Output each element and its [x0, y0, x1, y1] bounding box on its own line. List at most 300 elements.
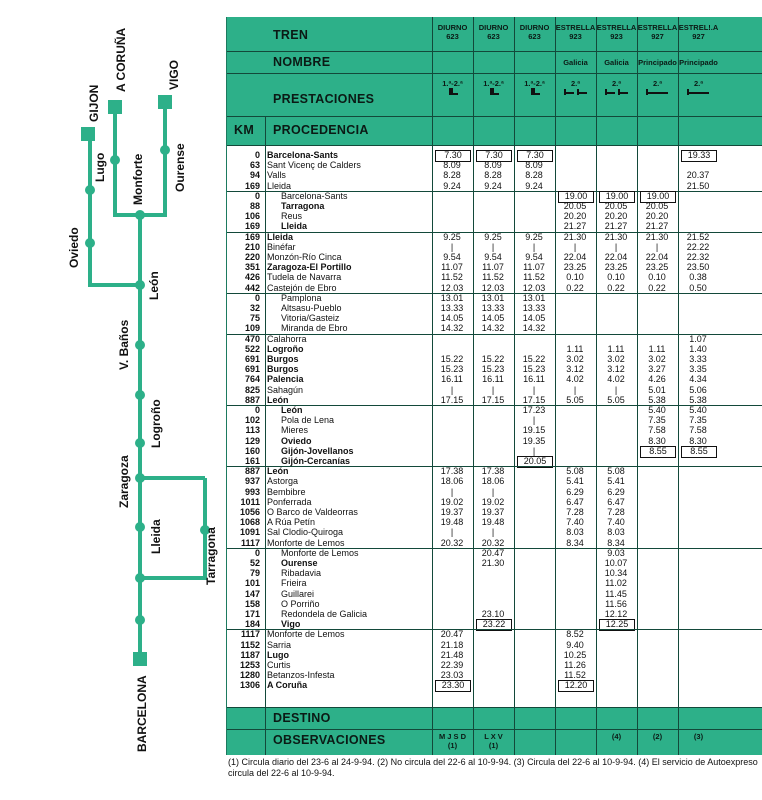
time-cell: 22.04: [604, 252, 628, 262]
time-cell: 0.10: [607, 272, 625, 283]
station-name: Astorga: [267, 476, 299, 487]
time-cell: 3.12: [607, 364, 625, 375]
train-type: DIURNO: [437, 23, 468, 32]
km-value: 0: [254, 292, 260, 303]
header-nombre: NOMBRE: [273, 55, 331, 69]
km-value: 169: [244, 231, 260, 242]
time-cell: 8.52: [566, 629, 584, 640]
observation-note: (1): [488, 740, 499, 750]
time-cell: |: [573, 384, 577, 395]
time-cell: 22.32: [686, 252, 710, 262]
time-cell: 5.08: [566, 466, 584, 477]
time-cell: 21.52: [686, 231, 710, 242]
train-header-5: [637, 24, 678, 41]
km-value: 442: [244, 282, 260, 293]
observation-days: (2): [652, 732, 663, 741]
train-type: DIURNO: [519, 23, 550, 32]
route-map: [0, 0, 225, 770]
train-number: 927: [692, 31, 705, 41]
km-value: 147: [244, 588, 260, 599]
time-cell: 5.41: [607, 476, 625, 487]
km-value: 426: [244, 272, 260, 283]
time-cell: 5.38: [689, 394, 707, 405]
km-value: 1280: [239, 670, 260, 681]
time-cell: 8.28: [525, 170, 543, 181]
km-value: 993: [244, 486, 260, 497]
station-name: León: [267, 466, 289, 477]
time-cell: 9.24: [525, 180, 543, 191]
station-name: Vitoria/Gasteiz: [281, 313, 340, 324]
seat-icon: [473, 88, 514, 98]
station-name: Ribadavia: [281, 568, 322, 579]
time-cell: 8.28: [443, 170, 461, 181]
header-observaciones: OBSERVACIONES: [273, 733, 386, 747]
time-cell: 5.08: [607, 466, 625, 477]
time-cell: 5.05: [607, 394, 625, 405]
time-cell: 13.33: [440, 303, 464, 313]
km-value: 169: [244, 180, 260, 191]
time-cell: 20.05: [517, 456, 553, 468]
time-cell: 20.05: [563, 201, 587, 211]
time-cell: |: [491, 241, 495, 252]
time-cell: 19.00: [599, 191, 635, 203]
time-cell: |: [450, 384, 454, 395]
time-cell: 14.32: [440, 323, 464, 334]
time-cell: 3.27: [648, 364, 666, 375]
km-value: 184: [244, 619, 260, 630]
map-label-ourense: Ourense: [173, 143, 187, 192]
terminus-coruna: [108, 100, 122, 114]
station-name: Lugo: [267, 649, 289, 660]
time-cell: 5.41: [566, 476, 584, 487]
station-name: Lleida: [267, 231, 294, 242]
time-cell: 15.23: [481, 364, 505, 375]
time-cell: 8.09: [525, 160, 543, 171]
time-cell: 23.22: [476, 619, 512, 631]
km-value: 470: [244, 333, 260, 344]
header-destino: DESTINO: [273, 711, 331, 725]
time-cell: 20.20: [645, 211, 669, 222]
time-cell: 12.20: [558, 680, 594, 692]
bed-icon: [637, 88, 678, 98]
station-name: Burgos: [267, 354, 299, 364]
time-cell: |: [573, 241, 577, 252]
train-name: Galicia: [563, 58, 588, 67]
time-cell: 8.34: [607, 537, 625, 548]
time-cell: 19.15: [522, 425, 546, 436]
station-name: Sant Vicenç de Calders: [267, 160, 361, 171]
time-cell: 11.02: [605, 578, 627, 589]
time-cell: 23.30: [435, 680, 471, 692]
time-cell: 22.04: [645, 252, 669, 262]
time-cell: 14.32: [522, 323, 546, 334]
time-cell: 0.50: [689, 282, 707, 293]
station-name: Redondela de Galicia: [281, 609, 368, 619]
time-cell: 9.40: [566, 639, 584, 650]
time-cell: 0.22: [607, 282, 625, 293]
time-cell: 1.40: [689, 343, 707, 354]
time-cell: 7.35: [648, 415, 666, 426]
time-cell: 10.07: [604, 558, 628, 568]
service-class: 1.ª-2.ª: [483, 79, 504, 88]
time-cell: 23.25: [563, 262, 587, 273]
station-name: Barcelona-Sants: [281, 190, 348, 201]
train-number: 927: [651, 31, 664, 41]
train-observation-1: [473, 733, 514, 750]
time-cell: 23.03: [440, 670, 464, 681]
train-observation-0: [432, 733, 473, 750]
km-value: 75: [249, 313, 260, 324]
time-cell: 7.28: [607, 507, 625, 517]
seat-icon: [432, 88, 473, 98]
station-name: Logroño: [267, 343, 304, 354]
time-cell: 14.05: [440, 313, 464, 324]
time-cell: 9.54: [525, 252, 543, 262]
time-cell: 9.24: [443, 180, 461, 191]
time-cell: 15.22: [481, 354, 505, 364]
time-cell: 19.48: [440, 517, 464, 528]
time-cell: 19.00: [640, 191, 676, 203]
km-value: 106: [244, 211, 260, 222]
km-value: 887: [244, 394, 260, 405]
station-name: Valls: [267, 170, 286, 181]
observation-note: (1): [447, 740, 458, 750]
time-cell: |: [491, 527, 495, 538]
km-value: 0: [254, 190, 260, 201]
train-header-1: [473, 24, 514, 41]
km-value: 88: [249, 201, 260, 211]
km-value: 160: [244, 445, 260, 456]
time-cell: 7.58: [648, 425, 666, 436]
station-name: Barcelona-Sants: [267, 150, 339, 160]
station-name: Monzón-Río Cinca: [267, 252, 342, 262]
time-cell: 21.30: [645, 231, 669, 242]
train-service-6: [678, 79, 719, 98]
time-cell: 9.03: [607, 547, 625, 558]
km-value: 94: [249, 170, 260, 181]
seat-icon: [514, 88, 555, 98]
station-name: Sarria: [267, 639, 292, 650]
time-cell: 8.30: [648, 435, 666, 446]
km-value: 1068: [239, 517, 260, 528]
time-cell: 19.02: [440, 496, 464, 507]
station-name: Lleida: [281, 221, 308, 232]
time-cell: 0.10: [566, 272, 584, 283]
train-number: 623: [487, 31, 500, 41]
time-cell: 21.30: [481, 558, 505, 568]
km-value: 887: [244, 466, 260, 477]
time-cell: 13.33: [481, 303, 505, 313]
map-label-logrono: Logroño: [149, 399, 163, 448]
km-value: 113: [245, 425, 260, 436]
km-value: 220: [244, 252, 260, 262]
time-cell: 11.52: [482, 272, 504, 283]
time-cell: 8.30: [689, 435, 707, 446]
time-cell: 11.52: [441, 272, 463, 283]
time-cell: 1.11: [566, 343, 584, 354]
time-cell: 9.25: [525, 231, 543, 242]
km-value: 129: [244, 435, 260, 446]
station-name: Lleida: [267, 180, 292, 191]
km-value: 0: [254, 405, 260, 415]
km-value: 32: [249, 303, 260, 313]
station-name: Guillarei: [281, 588, 315, 599]
time-cell: 7.28: [566, 507, 584, 517]
time-cell: 7.30: [435, 150, 471, 162]
time-cell: 6.47: [607, 496, 625, 507]
time-cell: 0.22: [648, 282, 666, 293]
time-cell: 20.47: [440, 629, 464, 640]
time-cell: 6.47: [566, 496, 584, 507]
map-label-banos: V. Baños: [117, 319, 131, 370]
time-cell: 11.45: [605, 588, 627, 599]
map-label-monforte: Monforte: [131, 153, 145, 205]
station-name: Castejón de Ebro: [267, 282, 337, 293]
map-label-tarragona: Tarragona: [204, 527, 218, 585]
time-cell: 8.28: [484, 170, 502, 181]
time-cell: 13.33: [522, 303, 546, 313]
time-cell: |: [614, 384, 618, 395]
train-service-1: [473, 79, 514, 98]
map-label-barcelona: BARCELONA: [135, 675, 149, 752]
time-cell: 17.23: [522, 405, 546, 415]
map-label-gijon: GIJON: [87, 84, 101, 122]
time-cell: 4.26: [648, 374, 666, 385]
train-type: DIURNO: [478, 23, 509, 32]
time-cell: 18.06: [440, 476, 464, 487]
time-cell: 11.07: [482, 262, 504, 273]
service-class: 2.ª: [693, 79, 704, 88]
train-name: Principado: [679, 58, 718, 67]
station-name: Mieres: [281, 425, 309, 436]
train-service-0: [432, 79, 473, 98]
time-cell: 7.30: [517, 150, 553, 162]
train-header-3: [555, 24, 596, 41]
km-value: 1187: [240, 649, 260, 660]
time-cell: 3.02: [566, 354, 584, 364]
train-observation-6: [678, 733, 719, 742]
map-label-zaragoza: Zaragoza: [117, 455, 131, 508]
time-cell: 8.55: [681, 446, 717, 458]
time-cell: 3.33: [689, 354, 707, 364]
time-cell: 8.03: [607, 527, 625, 538]
map-label-lugo: Lugo: [93, 152, 107, 182]
couchette-icon: [596, 88, 637, 98]
time-cell: 9.25: [443, 231, 461, 242]
time-cell: 20.20: [563, 211, 587, 222]
train-type: ESTREL!.A: [678, 23, 719, 32]
time-cell: 19.00: [558, 191, 594, 203]
km-value: 52: [249, 558, 260, 568]
time-cell: 22.22: [686, 241, 710, 252]
time-cell: |: [532, 415, 536, 426]
station-name: Ourense: [281, 558, 318, 568]
time-cell: 20.37: [686, 170, 710, 181]
km-value: 169: [244, 221, 260, 232]
time-cell: 1.11: [648, 343, 666, 354]
time-cell: |: [450, 527, 454, 538]
station-name: Calahorra: [267, 333, 307, 344]
time-cell: 21.50: [686, 180, 710, 191]
km-value: 79: [249, 568, 260, 579]
time-cell: |: [491, 384, 495, 395]
time-cell: 19.37: [440, 507, 464, 517]
time-cell: 1.11: [607, 343, 625, 354]
km-value: 171: [244, 609, 260, 619]
station-name: Pola de Lena: [281, 415, 335, 426]
station-name: Ponferrada: [267, 496, 312, 507]
time-cell: 15.23: [440, 364, 464, 375]
time-cell: 13.01: [481, 292, 505, 303]
station-name: Miranda de Ebro: [281, 323, 348, 334]
header-prestaciones: PRESTACIONES: [273, 92, 375, 106]
time-cell: 8.55: [640, 446, 676, 458]
time-cell: 12.25: [599, 619, 635, 631]
km-value: 0: [254, 150, 260, 160]
station-name: Tarragona: [281, 201, 325, 211]
time-cell: 6.29: [607, 486, 625, 497]
station-name: O Barco de Valdeorras: [267, 507, 358, 517]
timetable: [226, 17, 762, 755]
station-name: Sal Clodio-Quiroga: [267, 527, 344, 538]
time-cell: |: [532, 445, 536, 456]
station-name: Altsasu-Pueblo: [281, 303, 342, 313]
time-cell: 11.07: [523, 262, 545, 273]
train-name: Galicia: [604, 58, 629, 67]
time-cell: 9.24: [484, 180, 502, 191]
station-name: León: [267, 394, 289, 405]
time-cell: 15.22: [522, 354, 546, 364]
train-observation-5: [637, 733, 678, 742]
header-procedencia: PROCEDENCIA: [273, 123, 369, 137]
station-name: Frieira: [281, 578, 307, 589]
km-value: 0: [254, 547, 260, 558]
footnotes: (1) Circula diario del 23-6 al 24-9-94. (2) No circula del 22-6 al 10-9-94. (3) Circula del 22-6 al 10-9-94. (4) El servicio de Autoexpreso circula del 22-6 al 10-9-94.: [228, 757, 758, 778]
station-name: Monforte de Lemos: [281, 547, 359, 558]
station-name: Tudela de Navarra: [267, 272, 342, 283]
station-name: Monforte de Lemos: [267, 629, 345, 640]
station-name: Curtis: [267, 660, 291, 670]
train-type: ESTRELLA: [596, 23, 637, 32]
station-name: León: [281, 405, 303, 415]
time-cell: 4.02: [607, 374, 625, 385]
time-cell: 8.03: [566, 527, 584, 538]
time-cell: 17.15: [481, 394, 505, 405]
time-cell: 21.30: [563, 231, 587, 242]
time-cell: 20.32: [440, 537, 464, 548]
time-cell: 5.40: [648, 405, 666, 415]
km-value: 825: [244, 384, 260, 395]
time-cell: 20.20: [604, 211, 628, 222]
time-cell: 0.38: [689, 272, 707, 283]
observation-days: L X V: [484, 732, 503, 741]
time-cell: 21.48: [440, 649, 464, 660]
bed-icon: [678, 88, 719, 98]
train-header-6: [678, 24, 719, 41]
time-cell: 7.40: [607, 517, 625, 528]
station-name: Burgos: [267, 364, 299, 375]
train-service-4: [596, 79, 637, 98]
time-cell: 23.25: [604, 262, 628, 273]
station-name: Vigo: [281, 619, 301, 630]
station-name: A Coruña: [267, 680, 308, 691]
terminus-vigo: [158, 95, 172, 109]
train-header-0: [432, 24, 473, 41]
station-name: Sahagún: [267, 384, 304, 395]
service-class: 1.ª-2.ª: [442, 79, 463, 88]
time-cell: 21.27: [604, 221, 628, 232]
time-cell: 20.05: [645, 201, 669, 211]
time-cell: 7.30: [476, 150, 512, 162]
time-cell: 10.25: [563, 649, 587, 660]
terminus-barcelona: [133, 652, 147, 666]
time-cell: 4.02: [566, 374, 584, 385]
train-type: ESTRELLA: [555, 23, 596, 32]
time-cell: 0.22: [566, 282, 584, 293]
time-cell: 23.25: [645, 262, 669, 273]
time-cell: 23.50: [686, 262, 710, 273]
km-value: 1152: [240, 639, 260, 650]
time-cell: 11.52: [523, 272, 545, 283]
train-name: Principado: [638, 58, 677, 67]
map-label-coruna: A CORUÑA: [114, 27, 128, 92]
time-cell: |: [450, 486, 454, 497]
train-number: 923: [610, 31, 623, 41]
km-value: 937: [244, 476, 260, 487]
time-cell: |: [655, 241, 659, 252]
time-cell: 22.04: [563, 252, 587, 262]
station-name: Monforte de Lemos: [267, 537, 345, 548]
time-cell: 8.09: [443, 160, 461, 171]
time-cell: 10.34: [604, 568, 628, 579]
time-cell: 11.52: [564, 670, 586, 681]
time-cell: 21.18: [440, 639, 464, 650]
time-cell: 14.05: [522, 313, 546, 324]
train-service-3: [555, 79, 596, 98]
time-cell: 3.35: [689, 364, 707, 375]
km-value: 1253: [239, 660, 260, 670]
station-name: Palencia: [267, 374, 304, 385]
time-cell: 7.58: [689, 425, 707, 436]
terminus-gijon: [81, 127, 95, 141]
service-class: 2.ª: [611, 79, 622, 88]
time-cell: 3.02: [648, 354, 666, 364]
time-cell: |: [614, 241, 618, 252]
header-km: KM: [234, 123, 255, 137]
station-name: Oviedo: [281, 435, 312, 446]
time-cell: 14.32: [481, 323, 505, 334]
station-name: Bembibre: [267, 486, 306, 497]
km-value: 1056: [239, 507, 260, 517]
km-value: 691: [244, 364, 260, 375]
observation-days: (3): [693, 732, 704, 741]
train-number: 623: [528, 31, 541, 41]
time-cell: 8.34: [566, 537, 584, 548]
header-tren: TREN: [273, 28, 309, 42]
time-cell: 11.07: [441, 262, 463, 273]
train-number: 623: [446, 31, 459, 41]
time-cell: 5.38: [648, 394, 666, 405]
map-label-lleida: Lleida: [149, 519, 163, 554]
train-number: 923: [569, 31, 582, 41]
km-value: 210: [244, 241, 260, 252]
time-cell: 7.35: [689, 415, 707, 426]
service-class: 2.ª: [652, 79, 663, 88]
time-cell: 19.48: [481, 517, 505, 528]
time-cell: 13.01: [522, 292, 546, 303]
service-class: 2.ª: [570, 79, 581, 88]
time-cell: 22.39: [440, 660, 464, 670]
